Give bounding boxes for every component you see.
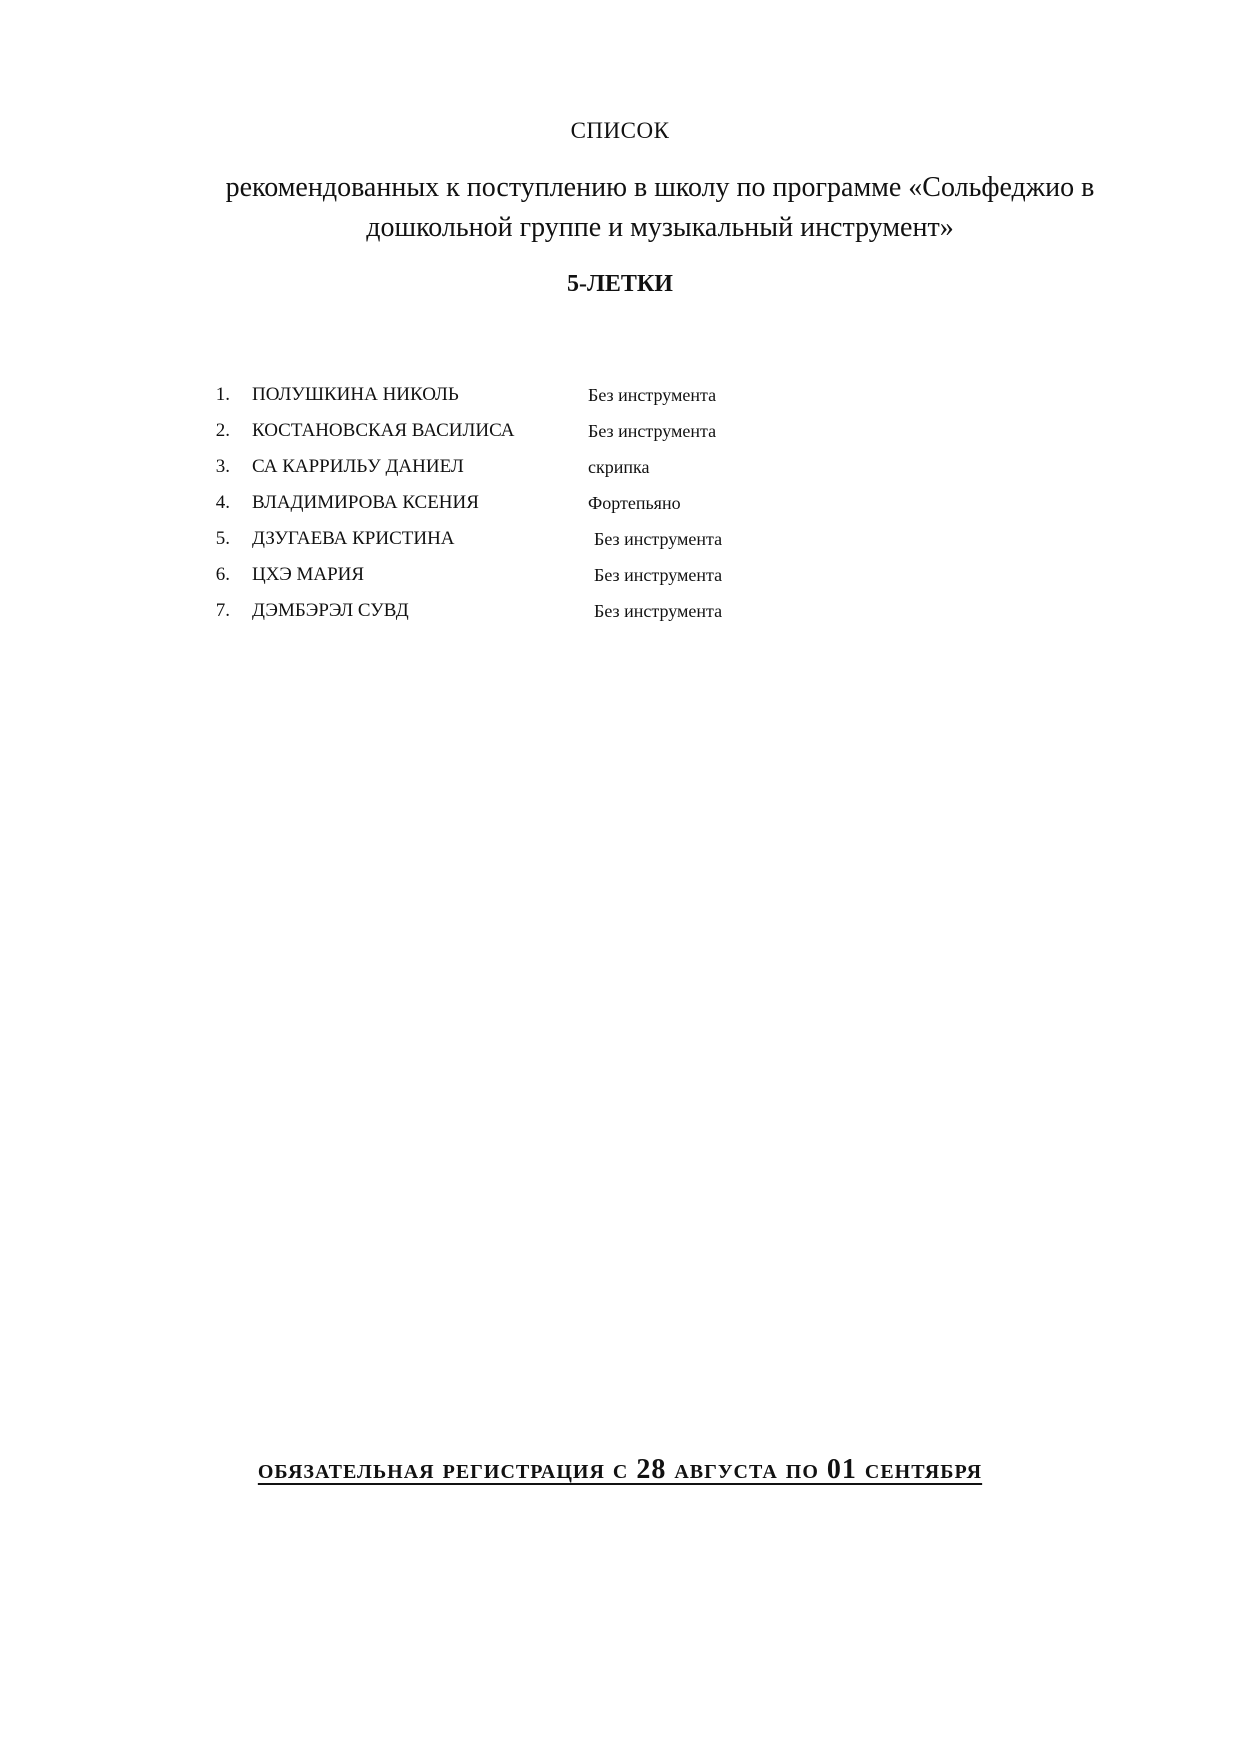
student-instrument: Без инструмента [588,385,717,405]
age-group-heading: 5-ЛЕТКИ [567,271,673,297]
student-instrument: Фортепьяно [588,493,681,513]
list-item-number: 5. [215,528,230,549]
document-title: СПИСОК [570,118,670,143]
student-instrument: Без инструмента [594,529,723,549]
list-item-number: 2. [215,420,230,441]
student-name: ВЛАДИМИРОВА КСЕНИЯ [252,492,479,513]
list-item-number: 4. [215,492,230,513]
list-item-number: 6. [215,564,230,585]
list-item-number: 1. [215,384,230,405]
student-name: ДЗУГАЕВА КРИСТИНА [252,528,455,549]
student-instrument: Без инструмента [588,421,717,441]
registration-notice-text: обязательная регистрация с 28 августа по 01 сентября [257,1454,983,1485]
document-subtitle: рекомендованных к поступлению в школу по программе «Сольфеджио в дошкольной группе и музыкальный инструмент» [225,172,1095,243]
student-name: СА КАРРИЛЬУ ДАНИЕЛ [252,456,464,477]
student-instrument: Без инструмента [594,565,723,585]
student-name: ДЭМБЭРЭЛ СУВД [252,600,409,621]
student-instrument: скрипка [588,457,650,477]
registration-notice [0,1454,1240,1486]
student-instrument: Без инструмента [594,601,723,621]
list-item-number: 7. [215,600,230,621]
student-name: ЦХЭ МАРИЯ [252,564,365,585]
student-name: КОСТАНОВСКАЯ ВАСИЛИСА [252,420,515,441]
student-name: ПОЛУШКИНА НИКОЛЬ [252,384,459,405]
list-item-number: 3. [215,456,230,477]
